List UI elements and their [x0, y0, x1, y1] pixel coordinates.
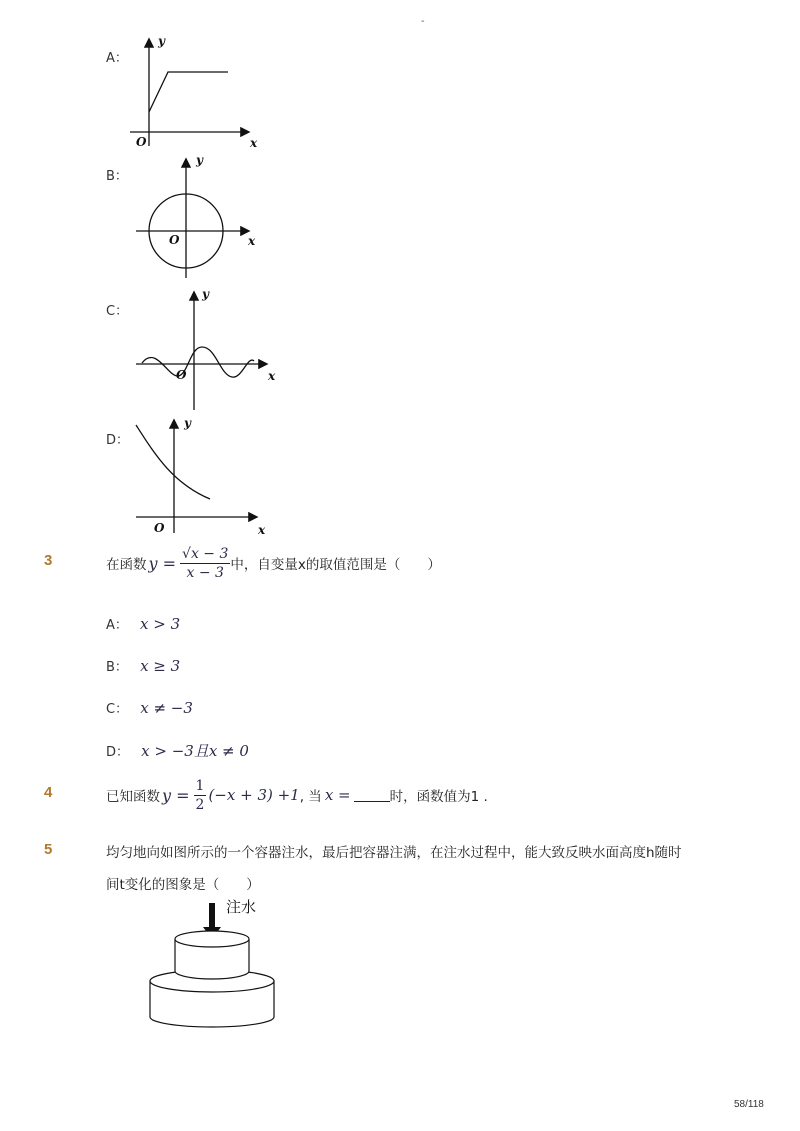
- q5-line-2: 间t变化的图象是（ ）: [106, 877, 260, 893]
- graph-b: [128, 150, 268, 282]
- question-3-number: 3: [44, 552, 53, 569]
- graph-d: [128, 413, 273, 540]
- question-4-number: 4: [44, 784, 53, 801]
- graph-a: [128, 30, 268, 152]
- x-axis-label: x: [248, 234, 256, 248]
- y-axis-label: y: [196, 153, 203, 167]
- q4-var-eq: x =: [324, 786, 351, 804]
- header-mark: -: [421, 16, 425, 27]
- y-axis-label: y: [202, 287, 209, 301]
- option-c-label: C：: [106, 304, 129, 319]
- option-a-label: A：: [106, 51, 128, 66]
- curve: [136, 425, 210, 499]
- question-4-text: [106, 775, 488, 815]
- q3-func-lhs: y =: [148, 553, 177, 573]
- y-axis-label: y: [184, 416, 191, 430]
- q3-option-b-math: x ≥ 3: [140, 657, 181, 675]
- q4-prefix: 已知函数: [106, 789, 160, 805]
- q4-frac-num: 1: [195, 777, 205, 794]
- q3-frac-num: √x − 3: [182, 545, 229, 562]
- q3-option-a[interactable]: [106, 614, 180, 633]
- origin-label: O: [136, 135, 147, 149]
- q5-line-1: 均匀地向如图所示的一个容器注水，最后把容器注满，在注水过程中，能大致反映水面高度h随时: [106, 845, 682, 861]
- q3-option-c-label: C：: [106, 702, 129, 717]
- q3-option-a-math: x > 3: [140, 615, 181, 633]
- origin-label: O: [154, 521, 165, 535]
- question-3-text: [106, 543, 441, 583]
- q3-frac-den: x − 3: [186, 564, 224, 581]
- graph-c: [128, 285, 288, 415]
- q3-option-b[interactable]: [106, 656, 180, 675]
- q4-suffix: 时，函数值为1 .: [389, 789, 488, 805]
- q3-prefix: 在函数: [106, 557, 147, 573]
- q4-answer-blank[interactable]: [354, 789, 390, 802]
- curve: [149, 72, 228, 112]
- wave-curve: [142, 347, 254, 377]
- origin-label: O: [176, 368, 187, 382]
- y-axis-label: y: [158, 34, 165, 48]
- q3-option-d-math: x > −3且x ≠ 0: [141, 742, 249, 760]
- figure-label: 注水: [226, 898, 257, 916]
- origin-label: O: [169, 233, 180, 247]
- option-b-label: B：: [106, 169, 128, 184]
- q3-option-b-label: B：: [106, 660, 128, 675]
- container-figure: [140, 893, 290, 1033]
- q3-option-a-label: A：: [106, 618, 128, 633]
- question-5-number: 5: [44, 841, 53, 858]
- page-number: 58/118: [734, 1099, 764, 1110]
- x-axis-label: x: [250, 136, 258, 150]
- q4-frac-den: 2: [195, 796, 205, 813]
- q4-func-rest: (−x + 3) +1: [208, 786, 300, 804]
- q4-func-lhs: y =: [162, 785, 190, 805]
- q4-middle: , 当: [299, 789, 322, 805]
- q4-fraction: [194, 777, 207, 814]
- q3-option-d-label: D：: [106, 745, 130, 760]
- pour-arrow-shaft: [209, 903, 215, 929]
- option-d-label: D：: [106, 433, 130, 448]
- q3-option-c[interactable]: [106, 698, 193, 717]
- x-axis-label: x: [258, 523, 266, 537]
- q3-option-c-math: x ≠ −3: [140, 699, 193, 717]
- top-cylinder-top: [175, 931, 249, 947]
- q3-option-d[interactable]: [106, 740, 249, 761]
- q3-fraction: [180, 545, 230, 582]
- q3-suffix: 中，自变量x的取值范围是（ ）: [230, 557, 441, 573]
- x-axis-label: x: [268, 369, 276, 383]
